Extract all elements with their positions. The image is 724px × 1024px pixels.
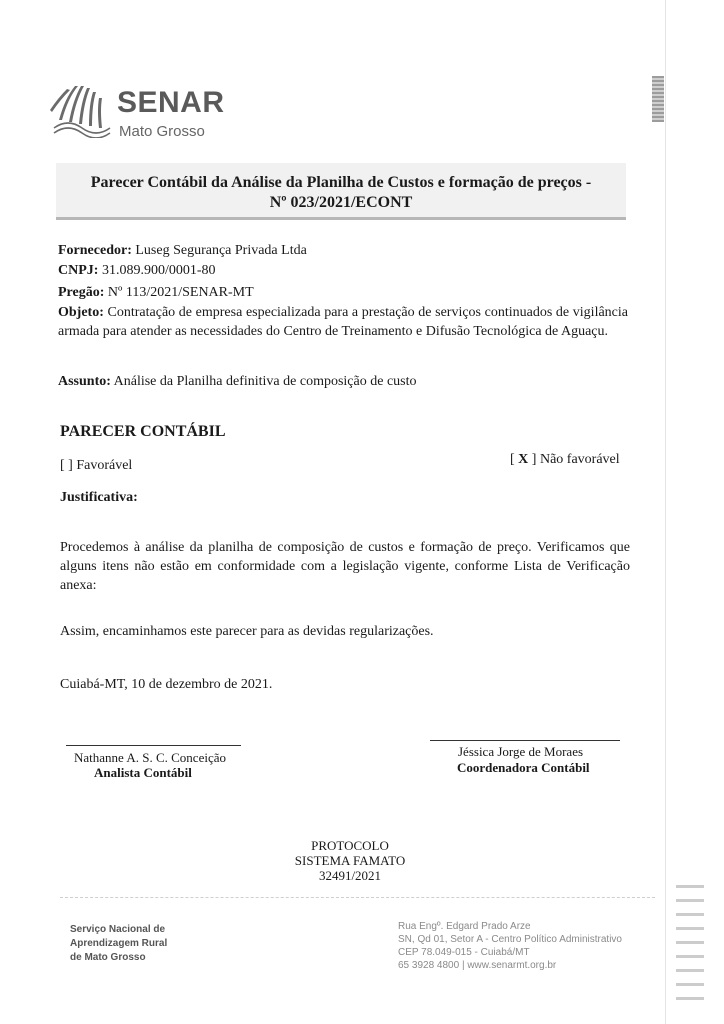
protocol-stamp — [260, 838, 440, 883]
justificativa-label: Justificativa: — [60, 490, 138, 505]
logo-subtitle: Mato Grosso — [119, 123, 205, 140]
footer-address-line-1: Rua Engº. Edgard Prado Arze — [398, 921, 531, 932]
field-assunto — [58, 372, 417, 391]
assunto-value: Análise da Planilha definitiva de composição de custo — [110, 374, 417, 389]
pregao-label: Pregão: — [58, 285, 105, 300]
document-title — [56, 163, 626, 220]
cnpj-value: 31.089.900/0001-80 — [98, 263, 216, 278]
protocol-line-3: 32491/2021 — [318, 868, 382, 883]
field-objeto — [58, 303, 628, 341]
body-paragraph-1: Procedemos à análise da planilha de composição de custos e formação de preço. Verificamos que alguns itens não estão em conformidade com a legislação vigente, conforme Lista de Verificação anexa: — [60, 540, 630, 593]
senar-logo-icon — [48, 82, 112, 138]
footer-org-line-1: Serviço Nacional de — [70, 924, 166, 935]
fornecedor-label: Fornecedor: — [58, 243, 132, 258]
footer-divider — [60, 897, 655, 898]
pregao-value: Nº 113/2021/SENAR-MT — [104, 285, 254, 300]
signature-line-left — [66, 745, 241, 746]
logo-title: SENAR — [117, 86, 225, 119]
option-favoravel: [ ] Favorável — [60, 458, 133, 473]
signatory-right-role: Coordenadora Contábil — [457, 760, 590, 775]
objeto-value: Contratação de empresa especializada para a prestação de serviços continuados de vigilância armada para atender as necessidades do Centro de Treinamento e Difusão Tecnológica de Aguaçu. — [58, 305, 628, 339]
signatory-right-name: Jéssica Jorge de Moraes — [458, 744, 584, 759]
footer-address — [398, 920, 622, 972]
footer-address-line-3: CEP 78.049-015 - Cuiabá/MT — [398, 947, 530, 958]
option-bracket: [ — [510, 452, 519, 467]
option-nao-favoravel — [510, 452, 620, 468]
signatory-left-name: Nathanne A. S. C. Conceição — [74, 750, 226, 765]
protocol-line-2: SISTEMA FAMATO — [294, 853, 406, 868]
field-cnpj — [58, 261, 216, 280]
signature-line-right — [430, 740, 620, 741]
scan-edge-strip — [676, 880, 704, 1000]
field-fornecedor — [58, 241, 307, 260]
footer-org-line-2: Aprendizagem Rural — [70, 938, 168, 949]
scan-edge-mark — [652, 76, 664, 122]
assunto-label: Assunto: — [58, 374, 111, 389]
field-pregao — [58, 283, 254, 302]
document-date: Cuiabá-MT, 10 de dezembro de 2021. — [60, 677, 273, 692]
title-line-2: Nº 023/2021/ECONT — [269, 194, 413, 211]
cnpj-label: CNPJ: — [58, 263, 99, 278]
parecer-heading: PARECER CONTÁBIL — [60, 423, 226, 440]
footer-address-line-2: SN, Qd 01, Setor A - Centro Político Administrativo — [398, 934, 622, 945]
body-paragraph-2: Assim, encaminhamos este parecer para as devidas regularizações. — [60, 624, 434, 639]
title-line-1: Parecer Contábil da Análise da Planilha de Custos e formação de preços - — [90, 174, 592, 191]
footer-org-line-3: de Mato Grosso — [70, 952, 146, 963]
page-edge-shadow — [665, 0, 666, 1024]
signatory-left-role: Analista Contábil — [94, 765, 192, 780]
footer-address-line-4: 65 3928 4800 | www.senarmt.org.br — [398, 960, 557, 971]
option-check-mark: X — [518, 452, 529, 467]
objeto-label: Objeto: — [58, 305, 104, 320]
fornecedor-value: Luseg Segurança Privada Ltda — [131, 243, 307, 258]
option-label: ] Não favorável — [528, 452, 620, 467]
protocol-line-1: PROTOCOLO — [311, 838, 389, 853]
footer-organization — [70, 923, 167, 965]
